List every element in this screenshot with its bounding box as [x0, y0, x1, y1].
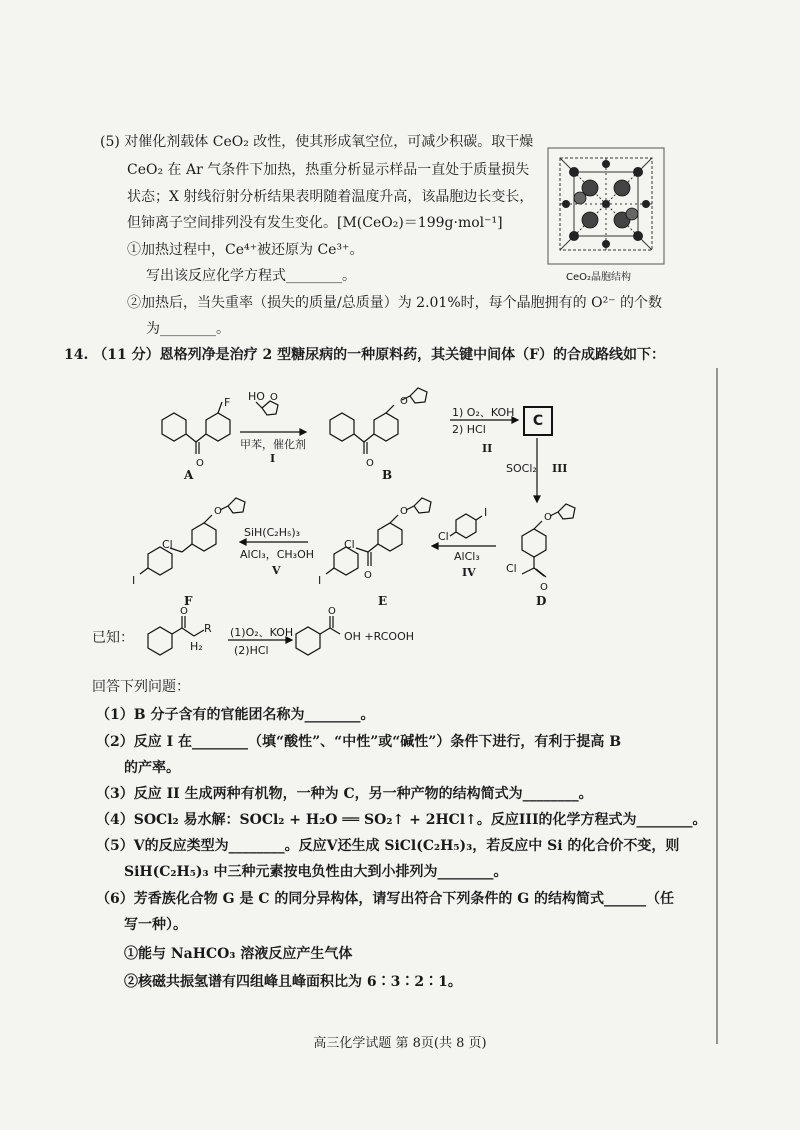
known-h2: H₂ [190, 640, 203, 653]
step3-reagent: SOCl₂ [506, 462, 537, 475]
q13-5-intro-line-1: (5) 对催化剂载体 CeO₂ 改性，使其形成氧空位，可减少积碳。取干燥 [100, 134, 534, 150]
q13-5-intro-line-4: 但铈离子空间排列没有发生变化。[M(CeO₂)＝199g·mol⁻¹] [127, 215, 503, 231]
label-compound-e: E [378, 594, 388, 608]
question-3: （3）反应 II 生成两种有机物，一种为 C，另一种产物的结构简式为________。 [96, 786, 593, 802]
compound-f-i: I [132, 574, 136, 587]
question-6-line-2: 写一种）。 [124, 917, 187, 933]
compound-e-i: I [318, 574, 322, 587]
step1-roman: I [270, 452, 276, 465]
svg-text:O: O [544, 512, 552, 523]
q14-header: 14. （11 分）恩格列净是治疗 2 型糖尿病的一种原料药，其关键中间体（F）的合成路线如下： [64, 347, 666, 363]
q13-5-sub1-line-2: 写出该反应化学方程式________。 [146, 268, 356, 284]
q13-5-sub2-line-2: 为________。 [146, 321, 230, 337]
q13-5-intro-line-3: 状态；X 射线衍射分析结果表明随着温度升高，该晶胞边长变长， [127, 189, 534, 205]
question-2-line-2: 的产率。 [124, 760, 180, 776]
svg-text:O: O [180, 606, 188, 617]
svg-text:O: O [214, 506, 222, 517]
compound-a-fluoro: F [224, 396, 231, 409]
svg-text:O: O [364, 570, 372, 581]
step5-reagent-top: SiH(C₂H₅)₃ [244, 526, 301, 539]
question-2-line-1: （2）反应 I 在________（填“酸性”、“中性”或“碱性”）条件下进行，有利于提高 B [96, 734, 622, 750]
svg-text:O: O [196, 458, 204, 469]
svg-text:O: O [400, 396, 408, 407]
label-compound-d: D [536, 594, 547, 608]
q13-5-sub1-line-1: ①加热过程中，Ce⁴⁺被还原为 Ce³⁺。 [127, 242, 364, 258]
question-5-line-2: SiH(C₂H₅)₃ 中三种元素按电负性由大到小排列为________。 [124, 864, 508, 880]
label-compound-f: F [184, 594, 193, 608]
svg-text:O: O [540, 582, 548, 593]
label-compound-b: B [382, 468, 393, 482]
known-reagent-bottom: (2)HCl [234, 644, 269, 657]
question-5-line-1: （5）V的反应类型为________。反应V还生成 SiCl(C₂H₅)₃，若反应中 Si 的化合价不变，则 [96, 838, 680, 854]
iodo-reagent-i: I [484, 506, 488, 519]
question-6-line-1: （6）芳香族化合物 G 是 C 的同分异构体，请写出符合下列条件的 G 的结构简式______（任 [96, 891, 675, 907]
question-6-condition-2: ②核磁共振氢谱有四组峰且峰面积比为 6∶3∶2∶1。 [124, 974, 462, 990]
compound-d-acyl-cl: Cl [506, 562, 517, 575]
step2-reagent-top: 1) O₂、KOH [452, 406, 515, 419]
compound-c-box: C [523, 406, 553, 436]
compound-e-cl: Cl [344, 538, 355, 551]
q13-5-intro-line-2: CeO₂ 在 Ar 气条件下加热，热重分析显示样品一直处于质量损失 [127, 162, 530, 178]
label-compound-a: A [184, 468, 194, 482]
step1-reagent-top: HO [248, 390, 265, 403]
known-products: OH +RCOOH [344, 630, 415, 643]
step5-reagent-bottom: AlCl₃，CH₃OH [240, 548, 315, 561]
compound-f-cl: Cl [162, 538, 173, 551]
known-reagent-top: (1)O₂、KOH [230, 626, 294, 639]
answer-prompt: 回答下列问题： [92, 679, 190, 695]
known-r: R [204, 622, 212, 635]
question-1: （1）B 分子含有的官能团名称为________。 [96, 707, 375, 723]
step4-roman: IV [462, 566, 476, 579]
svg-text:O: O [366, 458, 374, 469]
ceo2-figure-caption: CeO₂晶胞结构 [566, 272, 632, 283]
known-label: 已知： [92, 630, 134, 646]
svg-text:O: O [270, 392, 278, 403]
step2-reagent-bottom: 2) HCl [452, 423, 486, 436]
step3-roman: III [552, 462, 568, 475]
page-footer: 高三化学试题 第 8页(共 8 页) [313, 1036, 487, 1051]
step1-reagent-bottom: 甲苯，催化剂 [240, 438, 306, 451]
iodo-reagent-cl: Cl [438, 530, 449, 543]
svg-text:O: O [400, 506, 408, 517]
step5-roman: V [272, 564, 281, 577]
step4-reagent-bottom: AlCl₃ [454, 550, 480, 563]
question-4: （4）SOCl₂ 易水解：SOCl₂ + H₂O ══ SO₂↑ + 2HCl↑。反应III的化学方程式为________。 [96, 812, 707, 828]
q13-5-sub2-line-1: ②加热后，当失重率（损失的质量/总质量）为 2.01%时，每个晶胞拥有的 O²⁻ 的个数 [127, 295, 663, 311]
question-6-condition-1: ①能与 NaHCO₃ 溶液反应产生气体 [124, 946, 353, 962]
step2-roman: II [482, 442, 493, 455]
svg-text:O: O [328, 606, 336, 617]
